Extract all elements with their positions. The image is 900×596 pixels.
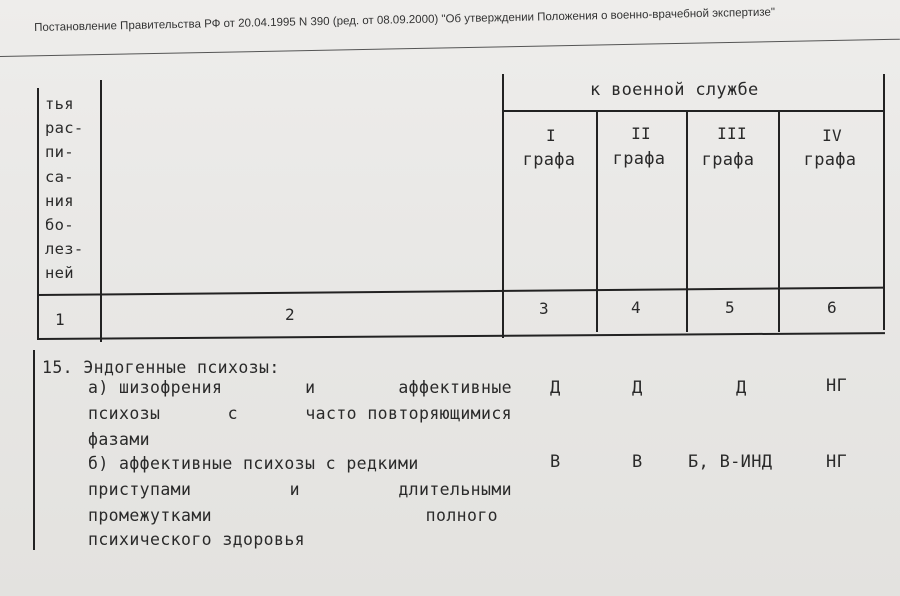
col1-line: лез- xyxy=(45,240,84,259)
group-title: к военной службе xyxy=(590,80,759,100)
col-number-5: 5 xyxy=(725,298,735,317)
entry-b-line-2 xyxy=(88,480,512,499)
entry-b-word: полного xyxy=(425,506,498,525)
entry-b-word: и xyxy=(289,480,300,499)
col-number-3: 3 xyxy=(539,299,549,318)
grafa-1-label: графа xyxy=(522,150,576,170)
col-number-6: 6 xyxy=(827,298,837,317)
entry-b-value-3: Б, В-ИНД xyxy=(688,452,773,472)
grafa-2-num: II xyxy=(631,124,651,143)
entry-a-line-2 xyxy=(88,404,512,423)
col1-divider xyxy=(100,80,102,342)
col-numbers-bottom-rule xyxy=(37,332,885,340)
grafa-3-label: графа xyxy=(701,150,755,170)
entry-a-line-1 xyxy=(88,378,512,397)
entry-b-word: длительными xyxy=(398,480,512,499)
col1-line: са- xyxy=(45,167,74,186)
col-number-1: 1 xyxy=(55,310,65,329)
document-header: Постановление Правительства РФ от 20.04.1995 N 390 (ред. от 08.09.2000) "Об утверждении Положения о военно-врачебной экспертизе" xyxy=(34,6,776,34)
entry-a-line-3: фазами xyxy=(88,430,151,449)
entry-title: 15. Эндогенные психозы: xyxy=(42,358,280,377)
col-number-4: 4 xyxy=(631,298,641,317)
group-title-rule xyxy=(502,110,884,112)
col1-line: тья xyxy=(45,95,74,113)
entry-a-word: и xyxy=(305,378,316,397)
col1-line: рас- xyxy=(45,119,84,138)
entry-a-value-4: НГ xyxy=(826,376,848,396)
col1-line: пи- xyxy=(45,143,74,162)
grafa-1-num: I xyxy=(546,126,556,145)
header-bottom-rule xyxy=(37,287,885,296)
table-left-border xyxy=(37,88,39,340)
entry-b-line-4: психического здоровья xyxy=(88,530,306,549)
col4-divider xyxy=(686,110,688,332)
entry-b-line-1: б) аффективные психозы с редкими xyxy=(88,454,419,473)
grafa-4-num: IV xyxy=(822,126,842,145)
col1-line: ней xyxy=(45,264,74,283)
col-number-2: 2 xyxy=(285,305,295,324)
entry-a-word: с xyxy=(227,404,238,423)
table-right-border xyxy=(883,74,885,330)
entry-a-word: часто повторяющимися xyxy=(305,404,512,423)
entry-a-value-3: Д xyxy=(736,378,747,398)
entry-a-value-2: Д xyxy=(632,378,643,398)
entry-b-value-4: НГ xyxy=(826,452,848,472)
entry-a-value-1: Д xyxy=(550,378,561,398)
grafa-3-num: III xyxy=(717,124,747,143)
grafa-2-label: графа xyxy=(612,149,666,169)
top-rule xyxy=(0,39,900,57)
col5-divider xyxy=(778,110,780,332)
col2-divider xyxy=(502,74,504,338)
entry-a-word: а) шизофрения xyxy=(88,378,223,397)
entry-b-word: промежутками xyxy=(88,506,213,525)
entry-a-word: психозы xyxy=(88,404,161,423)
col1-line: ния xyxy=(45,191,74,210)
entry-b-word: приступами xyxy=(88,480,192,499)
entry-a-word: аффективные xyxy=(398,378,512,397)
entry-b-line-3 xyxy=(88,506,498,525)
grafa-4-label: графа xyxy=(803,150,857,170)
col1-line: бо- xyxy=(45,216,74,235)
entry-b-value-2: В xyxy=(632,452,643,472)
col1-header xyxy=(45,92,84,286)
entry-b-value-1: В xyxy=(550,452,561,472)
col3-divider xyxy=(596,110,598,332)
body-left-border xyxy=(33,350,35,550)
